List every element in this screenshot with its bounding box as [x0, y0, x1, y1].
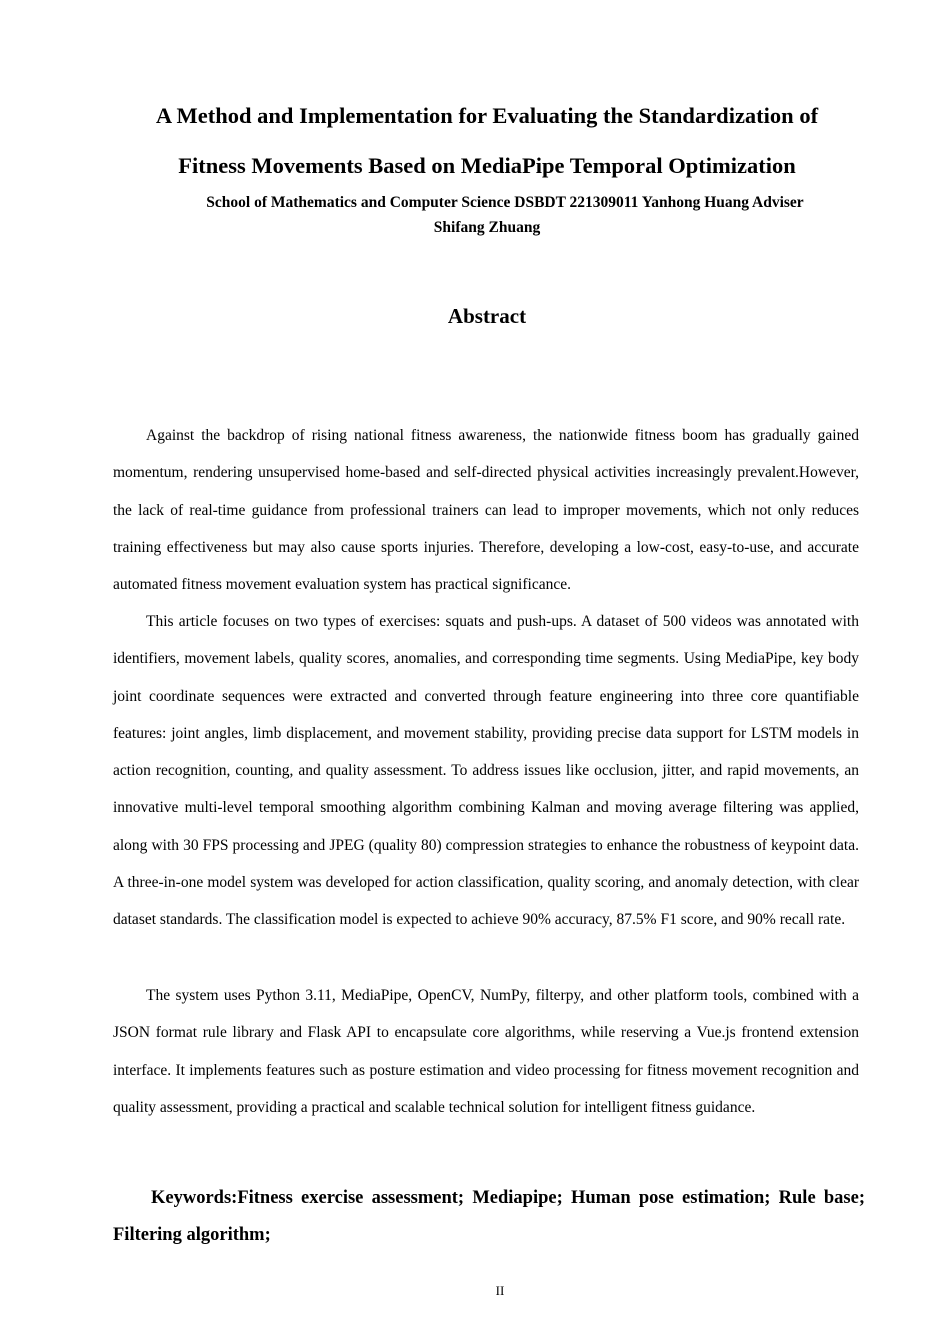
- abstract-heading: Abstract: [447, 304, 527, 328]
- author-affiliation-line-2: Shifang Zhuang: [433, 219, 541, 236]
- paper-title-line-1: A Method and Implementation for Evaluating the Standardization of: [155, 103, 819, 128]
- keywords: Keywords:Fitness exercise assessment; Mediapipe; Human pose estimation; Rule base; Filtering algorithm;: [113, 1188, 865, 1245]
- author-affiliation-line-1: School of Mathematics and Computer Science DSBDT 221309011 Yanhong Huang Adviser: [206, 194, 804, 211]
- abstract-paragraph-3: The system uses Python 3.11, MediaPipe, OpenCV, NumPy, filterpy, and other platform tools, combined with a JSON format rule library and Flask API to encapsulate core algorithms, while reserving a Vue.js frontend extension interface. It implements features such as posture estimation and video processing for fitness movement recognition and quality assessment, providing a practical and scalable technical solution for intelligent fitness guidance.: [113, 987, 859, 1116]
- page-number: II: [495, 1283, 505, 1298]
- paper-title-line-2: Fitness Movements Based on MediaPipe Temporal Optimization: [178, 153, 796, 178]
- abstract-paragraph-2: This article focuses on two types of exercises: squats and push-ups. A dataset of 500 videos was annotated with identifiers, movement labels, quality scores, anomalies, and corresponding time segments. Using MediaPipe, key body joint coordinate sequences were extracted and converted through feature engineering into three core quantifiable features: joint angles, limb displacement, and movement stability, providing precise data support for LSTM models in action recognition, counting, and quality assessment. To address issues like occlusion, jitter, and rapid movements, an innovative multi-level temporal smoothing algorithm combining Kalman and moving average filtering was applied, along with 30 FPS processing and JPEG (quality 80) compression strategies to enhance the robustness of keypoint data. A three-in-one model system was developed for action classification, quality scoring, and anomaly detection, with clear dataset standards. The classification model is expected to achieve 90% accuracy, 87.5% F1 score, and 90% recall rate.: [113, 613, 859, 929]
- abstract-paragraph-1: Against the backdrop of rising national fitness awareness, the nationwide fitness boom has gradually gained momentum, rendering unsupervised home-based and self-directed physical activities increasingly prevalent.However, the lack of real-time guidance from professional trainers can lead to improper movements, which not only reduces training effectiveness but may also cause sports injuries. Therefore, developing a low-cost, easy-to-use, and accurate automated fitness movement evaluation system has practical significance.: [113, 427, 859, 594]
